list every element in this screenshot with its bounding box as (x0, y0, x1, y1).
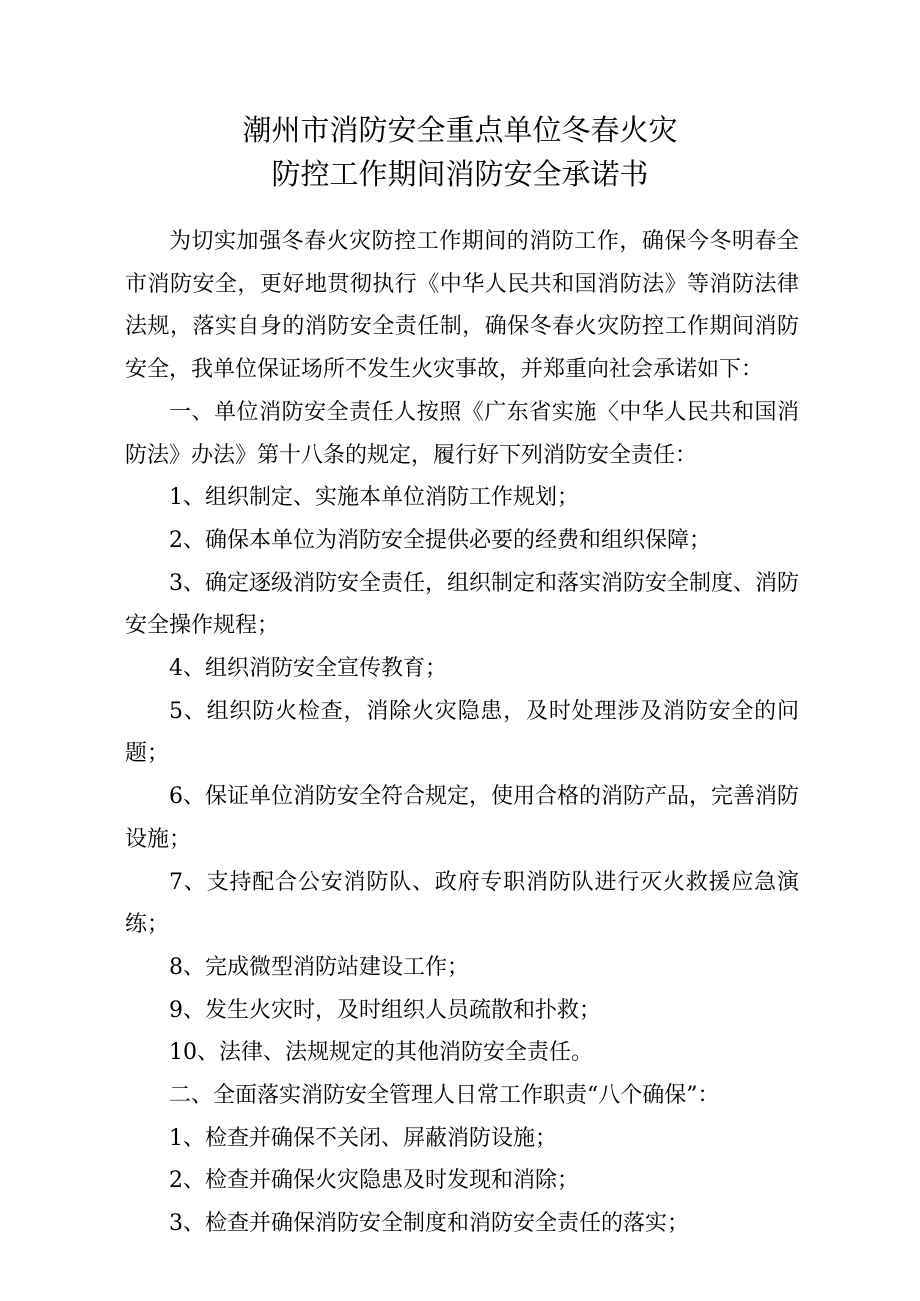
paragraph-item-1-1: 1、组织制定、实施本单位消防工作规划； (169, 485, 579, 511)
paragraph-item-2-3: 3、检查并确保消防安全制度和消防安全责任的落实； (169, 1211, 689, 1237)
paragraph-item-1-7: 7、支持配合公安消防队、政府专职消防队进行灭火救援应急演练； (125, 869, 799, 938)
paragraph-item-1-4: 4、组织消防安全宣传教育； (169, 656, 447, 682)
paragraph-item-1-8: 8、完成微型消防站建设工作； (169, 954, 469, 980)
paragraph-section-2-heading: 二、全面落实消防安全管理人日常工作职责“八个确保”： (169, 1083, 720, 1109)
paragraph-item-1-3: 3、确定逐级消防安全责任，组织制定和落实消防安全制度、消防安全操作规程； (125, 570, 799, 639)
paragraph-item-2-1: 1、检查并确保不关闭、屏蔽消防设施； (169, 1125, 557, 1151)
paragraph-intro: 为切实加强冬春火灾防控工作期间的消防工作，确保今冬明春全市消防安全，更好地贯彻执行《中华人民共和国消防法》等消防法律法规，落实自身的消防安全责任制，确保冬春火灾防控工作期间消防安全，我单位保证场所不发生火灾事故，并郑重向社会承诺如下： (125, 229, 799, 383)
paragraph-item-1-10: 10、法律、法规规定的其他消防安全责任。 (169, 1040, 593, 1066)
paragraph-item-1-6: 6、保证单位消防安全符合规定，使用合格的消防产品，完善消防设施； (125, 784, 799, 852)
paragraph-item-1-5: 5、组织防火检查，消除火灾隐患，及时处理涉及消防安全的问题； (125, 698, 799, 767)
paragraph-section-1-heading: 一、单位消防安全责任人按照《广东省实施〈中华人民共和国消防法》办法》第十八条的规定，履行好下列消防安全责任： (125, 399, 799, 468)
document-title-line-1: 潮州市消防安全重点单位冬春火灾 (242, 113, 678, 147)
paragraph-item-1-9: 9、发生火灾时，及时组织人员疏散和扑救； (169, 997, 601, 1023)
document-title-line-2: 防控工作期间消防安全承诺书 (271, 157, 649, 191)
paragraph-item-1-2: 2、确保本单位为消防安全提供必要的经费和组织保障； (169, 527, 711, 553)
paragraph-item-2-2: 2、检查并确保火灾隐患及时发现和消除； (169, 1168, 579, 1194)
document-body (125, 221, 799, 1246)
